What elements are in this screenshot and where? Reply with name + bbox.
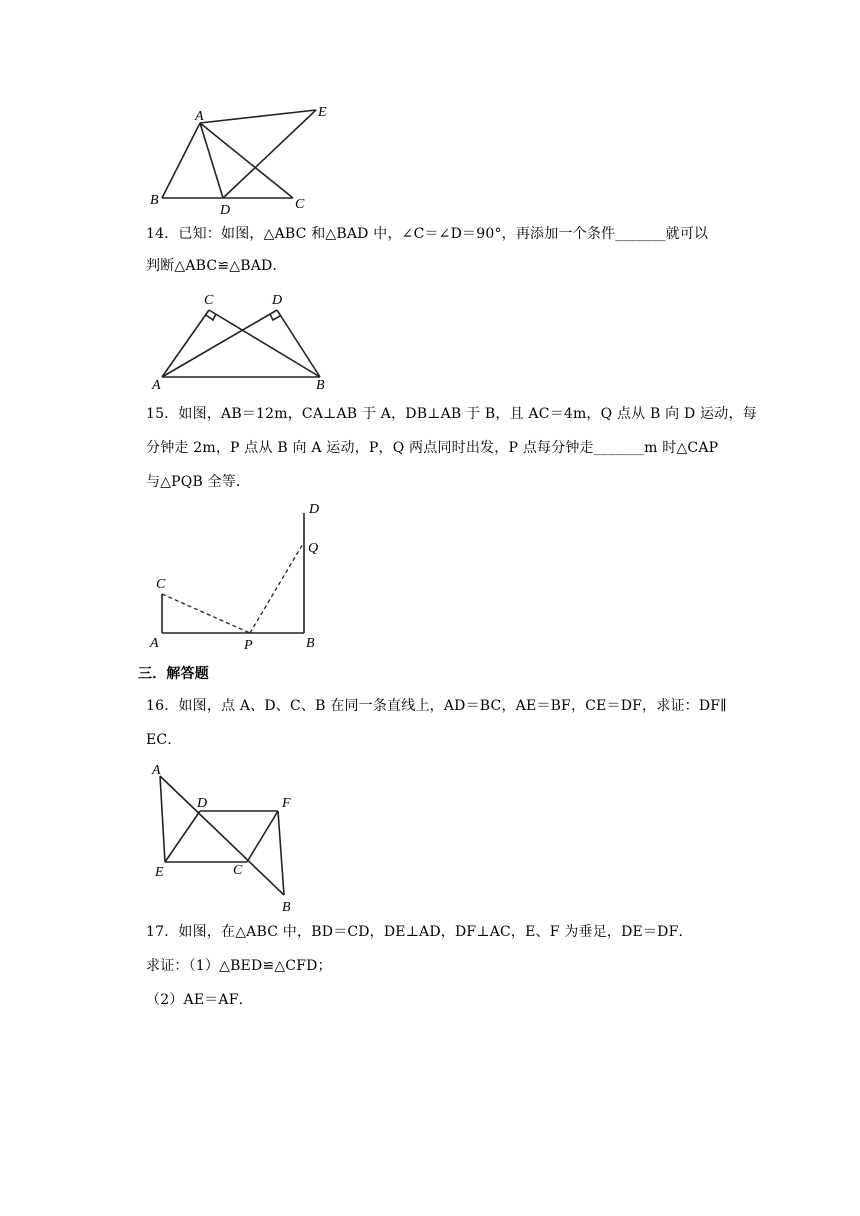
label-c: C	[204, 293, 214, 308]
segment-cp	[162, 594, 250, 633]
q14-line2: 判断△ABC≌△BAD．	[146, 258, 287, 274]
q17-line3: （2）AE＝AF．	[146, 992, 253, 1008]
label-f: F	[282, 796, 291, 811]
q14-line1: 14．已知：如图，△ABC 和△BAD 中，∠C＝∠D＝90°，再添加一个条件_______就可以	[146, 226, 709, 242]
label-b: B	[282, 900, 291, 915]
section-title: 三．解答题	[138, 666, 209, 682]
segment-ab	[160, 776, 284, 895]
segment-ae	[160, 776, 165, 862]
label-b: B	[306, 636, 315, 651]
segment-ab	[162, 123, 200, 198]
label-e: E	[318, 105, 327, 120]
q17-line1: 17．如图，在△ABC 中，BD＝CD，DE⊥AD，DF⊥AC，E、F 为垂足，DE＝DF．	[146, 924, 693, 940]
label-a: A	[152, 763, 161, 778]
figure-q14	[150, 290, 340, 393]
right-angle-mark-c	[206, 314, 216, 320]
geometry-figure-q16	[145, 756, 315, 916]
label-d: D	[197, 796, 208, 811]
q15-line1: 15．如图，AB＝12m，CA⊥AB 于 A，DB⊥AB 于 B，且 AC＝4m，Q 点从 B 向 D 运动，每	[146, 406, 757, 422]
segment-ac	[162, 310, 209, 377]
geometry-figure-q14	[150, 290, 340, 393]
q15-line2: 分钟走 2m，P 点从 B 向 A 运动，P，Q 两点同时出发，P 点每分钟走_______m 时△CAP	[146, 440, 719, 456]
q15-line3: 与△PQB 全等．	[146, 474, 251, 490]
label-b: B	[316, 378, 325, 393]
segment-ac	[200, 123, 293, 198]
label-a: A	[152, 378, 161, 393]
label-a: A	[150, 636, 159, 651]
q17-line2: 求证：（1）△BED≌△CFD；	[146, 958, 332, 974]
figure-q15	[140, 495, 340, 655]
segment-ae	[200, 110, 316, 123]
q16-line2: EC．	[146, 732, 182, 748]
label-a: A	[195, 109, 204, 124]
segment-ad	[200, 123, 223, 198]
segment-cb	[209, 310, 320, 377]
right-angle-mark-d	[270, 314, 280, 320]
segment-db	[277, 310, 320, 377]
q16-line1: 16．如图，点 A、D、C、B 在同一条直线上，AD＝BC，AE＝BF，CE＝DF，求证：DF∥	[146, 698, 727, 714]
segment-fc	[247, 811, 278, 862]
segment-pq	[250, 542, 304, 633]
label-p: P	[244, 638, 253, 653]
label-q: Q	[308, 541, 319, 556]
label-c: C	[233, 863, 243, 878]
segment-fb	[278, 811, 284, 895]
geometry-figure-q13	[140, 100, 370, 220]
label-d: D	[309, 502, 320, 517]
label-d: D	[272, 293, 283, 308]
geometry-figure-q15	[140, 495, 340, 655]
figure-q16	[145, 756, 315, 916]
label-d: D	[220, 203, 231, 218]
label-c: C	[156, 577, 166, 592]
label-b: B	[150, 193, 159, 208]
segment-de	[165, 811, 200, 862]
label-c: C	[295, 197, 305, 212]
label-e: E	[155, 865, 164, 880]
segment-ad	[162, 310, 277, 377]
segment-de	[223, 110, 316, 198]
figure-q13	[140, 100, 370, 220]
